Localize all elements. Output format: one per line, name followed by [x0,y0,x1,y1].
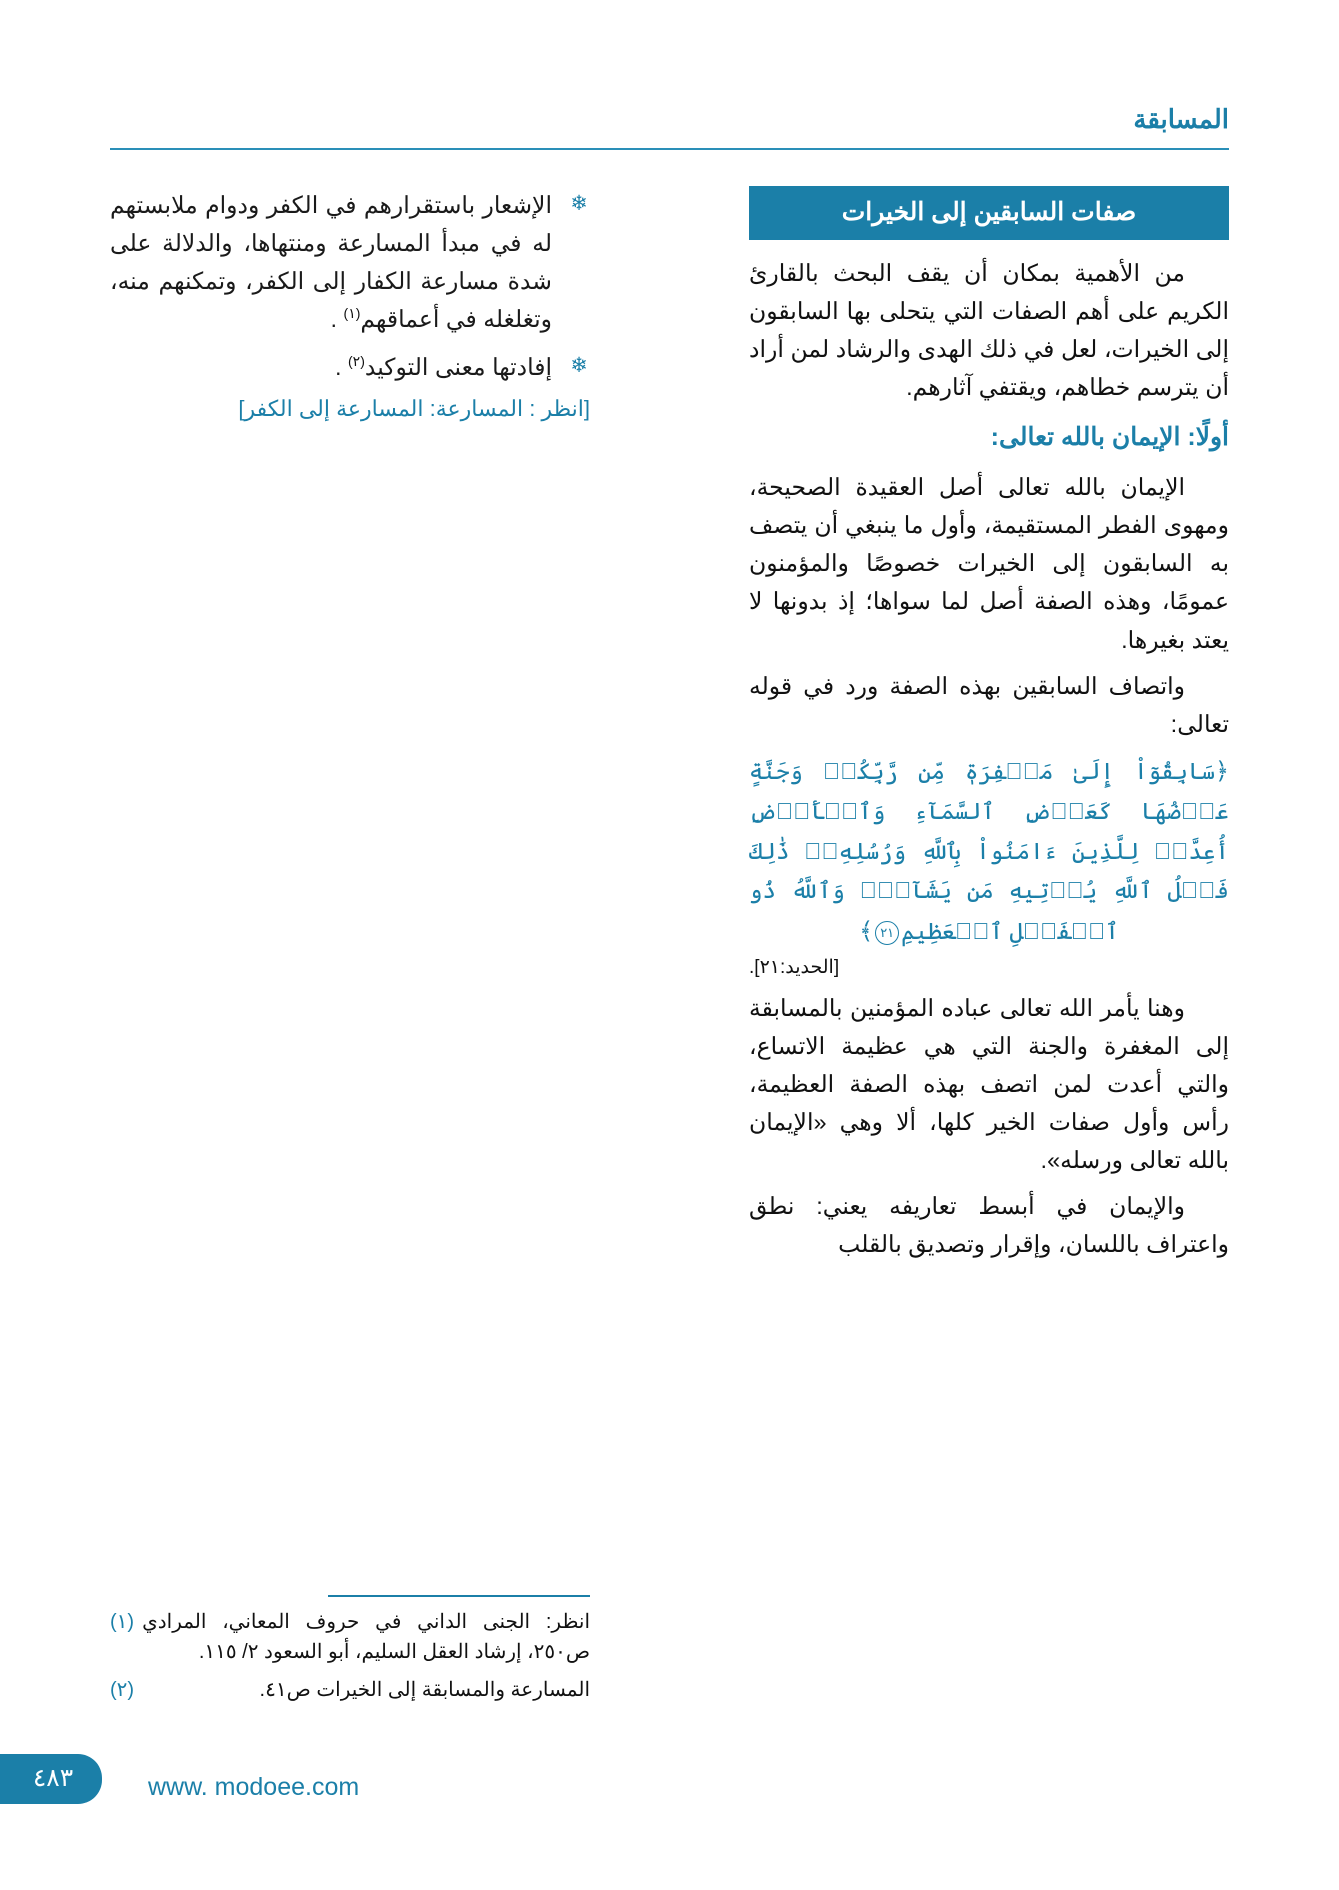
quran-open-bracket: ﴿ [1214,757,1229,785]
paragraph-5: والإيمان في أبسط تعاريفه يعني: نطق واعتراف باللسان، وإقرار وتصديق بالقلب [749,1193,1229,1258]
bullet-2-text-wrapper [110,348,552,386]
footnotes-block [110,1595,590,1713]
quran-verse [749,751,1229,952]
paragraph-2: الإيمان بالله تعالى أصل العقيدة الصحيحة، ومهوى الفطر المستقيمة، وأول ما ينبغي أن يتصف به السابقون إلى الخيرات خصوصًا والمؤمنون عمومًا، وهذه الصفة أصل لما سواها؛ إذ بدونها لا يعتد بغيرها. [749,474,1229,653]
right-column [749,186,1229,1271]
quran-text: سَابِقُوٓاْ إِلَىٰ مَغۡفِرَةٖ مِّن رَّبِّكُمۡ وَجَنَّةٍ عَرۡضُهَا كَعَرۡضِ ٱلسَّمَآءِ وَٱلۡأَرۡضِ أُعِدَّتۡ لِلَّذِينَ ءَامَنُواْ بِٱللَّهِ وَرُسُلِهِۦۚ ذَٰلِكَ فَضۡلُ ٱللَّهِ يُؤۡتِيهِ مَن يَشَآءُۚ وَٱللَّهُ ذُو ٱلۡفَضۡلِ ٱلۡعَظِيمِ [749,757,1229,944]
footnote-row [110,1607,590,1667]
footnote-2-mark: (٢) [110,1679,135,1701]
bullet-2-tail: . [334,354,348,381]
quran-reference: [الحديد:٢١]. [749,956,840,978]
page-title: المسابقة [1133,104,1229,134]
section-title-bar: صفات السابقين إلى الخيرات [749,186,1229,240]
footnote-2-text: المسارعة والمسابقة إلى الخيرات ص٤١. [259,1679,590,1701]
paragraph-4: وهنا يأمر الله تعالى عباده المؤمنين بالمسابقة إلى المغفرة والجنة التي هي عظيمة الاتساع، والتي أعدت لمن اتصف بهذه الصفة العظيمة، رأس وأول صفات الخير كلها، ألا وهي «الإيمان بالله تعالى ورسله». [749,994,1229,1174]
quran-close-bracket: ﴾ [859,917,874,945]
paragraph-1: من الأهمية بمكان أن يقف البحث بالقارئ الكريم على أهم الصفات التي يتحلى بها السابقون إلى الخيرات، لعل في ذلك الهدى والرشاد لمن أراد أن يترسم خطاهم، ويقتفي آثارهم. [749,260,1229,401]
paragraph-3: واتصاف السابقين بهذه الصفة ورد في قوله تعالى: [749,672,1229,737]
subtitle-first-attribute: أولًا: الإيمان بالله تعالى: [990,423,1229,452]
bullet-2-text: إفادتها معنى التوكيد [364,354,552,381]
footnote-divider [328,1595,590,1597]
header-divider [110,148,1229,150]
footnote-1-mark: (١) [110,1611,135,1633]
bullet-1-text: الإشعار باستقرارهم في الكفر ودوام ملابستهم له في مبدأ المسارعة ومنتهاها، والدلالة على شدة مسارعة الكفار إلى الكفر، وتمكنهم منه، وتغلغله في أعماقهم [110,192,552,333]
bullet-2-footnote-mark: (٢) [348,353,365,370]
flower-bullet-icon: ❄ [570,192,588,215]
bullet-item-2 [110,348,590,386]
flower-bullet-icon: ❄ [570,354,588,378]
ayah-number: ٢١ [875,921,899,945]
cross-reference-note: [انظر : المسارعة: المسارعة إلى الكفر] [238,396,590,422]
page-header [110,104,1229,156]
left-column [110,186,590,422]
footnote-1-text: انظر: الجنى الداني في حروف المعاني، المرادي ص٢٥٠، إرشاد العقل السليم، أبو السعود ٢/ ١١٥. [142,1611,590,1663]
footer-website-url[interactable]: www. modoee.com [148,1773,360,1801]
page-number-badge: ٤٨٣ [0,1754,102,1804]
bullet-1-text-wrapper [110,186,552,338]
bullet-1-footnote-mark: (١) [343,305,361,322]
footnote-row [110,1675,590,1705]
bullet-item-1 [110,186,590,338]
bullet-1-tail: . [330,306,344,333]
